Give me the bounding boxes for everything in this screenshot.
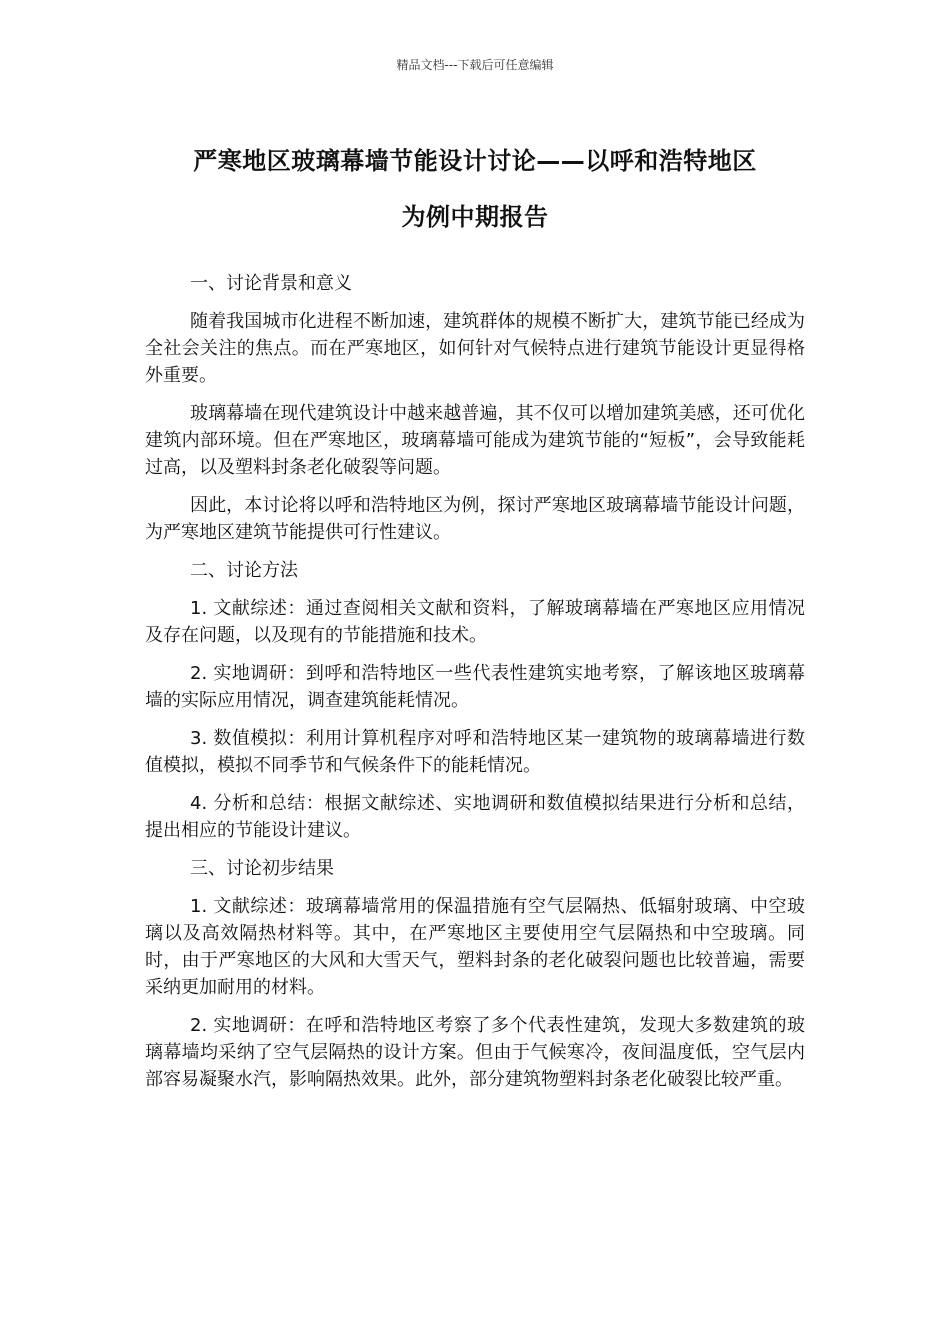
page-header: 精品文档---下载后可任意编辑 (396, 58, 554, 72)
document-title (130, 133, 820, 245)
list-item: 2. 实地调研：到呼和浩特地区一些代表性建筑实地考察，了解该地区玻璃幕墙的实际应用情况，调查建筑能耗情况。 (145, 663, 805, 711)
list-item: 1. 文献综述：通过查阅相关文献和资料，了解玻璃幕墙在严寒地区应用情况及存在问题，以及现有的节能措施和技术。 (145, 598, 805, 646)
paragraph: 玻璃幕墙在现代建筑设计中越来越普遍，其不仅可以增加建筑美感，还可优化建筑内部环境。但在严寒地区，玻璃幕墙可能成为建筑节能的“短板”，会导致能耗过高，以及塑料封条老化破裂等问题。 (145, 403, 805, 478)
title-line-1: 严寒地区玻璃幕墙节能设计讨论——以呼和浩特地区 (193, 147, 757, 175)
section-heading-methods: 二、讨论方法 (190, 560, 298, 581)
section-heading-background: 一、讨论背景和意义 (190, 273, 352, 294)
title-line-2: 为例中期报告 (401, 203, 549, 231)
list-item: 3. 数值模拟：利用计算机程序对呼和浩特地区某一建筑物的玻璃幕墙进行数值模拟，模拟不同季节和气候条件下的能耗情况。 (145, 728, 805, 776)
paragraph: 随着我国城市化进程不断加速，建筑群体的规模不断扩大，建筑节能已经成为全社会关注的焦点。而在严寒地区，如何针对气候特点进行建筑节能设计更显得格外重要。 (145, 311, 805, 386)
paragraph: 因此，本讨论将以呼和浩特地区为例，探讨严寒地区玻璃幕墙节能设计问题，为严寒地区建筑节能提供可行性建议。 (145, 495, 805, 543)
document-body (145, 270, 805, 1104)
section-heading-results: 三、讨论初步结果 (190, 858, 334, 879)
list-item: 2. 实地调研：在呼和浩特地区考察了多个代表性建筑，发现大多数建筑的玻璃幕墙均采纳了空气层隔热的设计方案。但由于气候寒冷，夜间温度低，空气层内部容易凝聚水汽，影响隔热效果。此外，部分建筑物塑料封条老化破裂比较严重。 (145, 1015, 805, 1090)
list-item: 4. 分析和总结：根据文献综述、实地调研和数值模拟结果进行分析和总结，提出相应的节能设计建议。 (145, 793, 805, 841)
list-item: 1. 文献综述：玻璃幕墙常用的保温措施有空气层隔热、低辐射玻璃、中空玻璃以及高效隔热材料等。其中，在严寒地区主要使用空气层隔热和中空玻璃。同时，由于严寒地区的大风和大雪天气，塑料封条的老化破裂问题也比较普遍，需要采纳更加耐用的材料。 (145, 896, 805, 998)
